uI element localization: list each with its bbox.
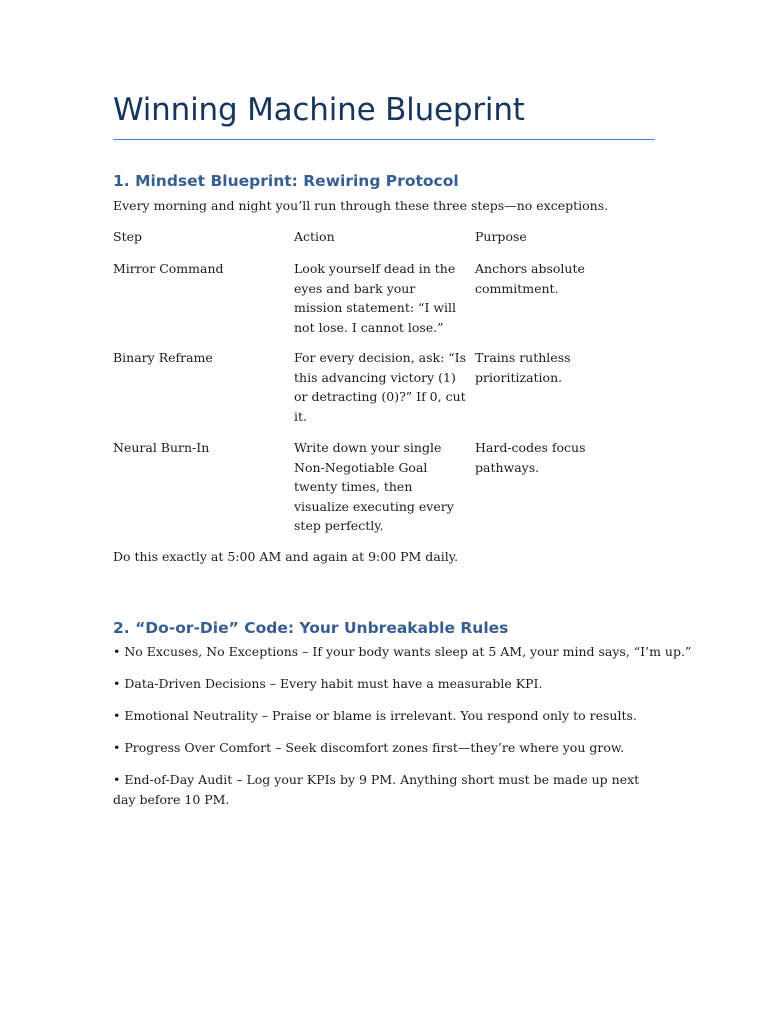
rule-item: • Progress Over Comfort – Seek discomfort zones first—they’re where you grow. — [113, 740, 625, 755]
rule-item: • No Excuses, No Exceptions – If your body wants sleep at 5 AM, your mind says, “I’m up.” — [113, 644, 692, 659]
table-row — [113, 259, 655, 348]
document-title: Winning Machine Blueprint — [113, 92, 525, 128]
purpose-cell: Hard-codes focus pathways. — [475, 440, 586, 475]
rule-item: • End-of-Day Audit – Log your KPIs by 9 PM. Anything short must be made up next day before 10 PM. — [113, 772, 640, 807]
step-cell: Binary Reframe — [113, 350, 213, 365]
header-step: Step — [113, 229, 142, 244]
section-1-outro: Do this exactly at 5:00 AM and again at 9:00 PM daily. — [113, 549, 459, 564]
action-cell: For every decision, ask: “Is this advancing victory (1) or detracting (0)?” If 0, cut it. — [294, 350, 467, 424]
purpose-cell: Trains ruthless prioritization. — [475, 350, 571, 385]
step-cell: Neural Burn-In — [113, 440, 210, 455]
rule-item: • Data-Driven Decisions – Every habit must have a measurable KPI. — [113, 676, 543, 691]
title-underline — [113, 139, 655, 140]
section-2-heading: 2. “Do-or-Die” Code: Your Unbreakable Rules — [113, 619, 509, 637]
action-cell: Write down your single Non-Negotiable Goal twenty times, then visualize executing every step perfectly. — [294, 440, 454, 533]
table-row — [113, 348, 655, 438]
purpose-cell: Anchors absolute commitment. — [475, 261, 585, 296]
section-1-heading: 1. Mindset Blueprint: Rewiring Protocol — [113, 172, 459, 190]
table-row — [113, 438, 655, 548]
rule-item: • Emotional Neutrality – Praise or blame is irrelevant. You respond only to results. — [113, 708, 637, 723]
table-header-row — [113, 227, 655, 259]
section-1-intro: Every morning and night you’ll run through these three steps—no exceptions. — [113, 198, 609, 213]
steps-table — [113, 227, 655, 548]
action-cell: Look yourself dead in the eyes and bark your mission statement: “I will not lose. I cannot lose.” — [294, 261, 457, 335]
header-purpose: Purpose — [475, 229, 527, 244]
header-action: Action — [294, 229, 335, 244]
step-cell: Mirror Command — [113, 261, 224, 276]
